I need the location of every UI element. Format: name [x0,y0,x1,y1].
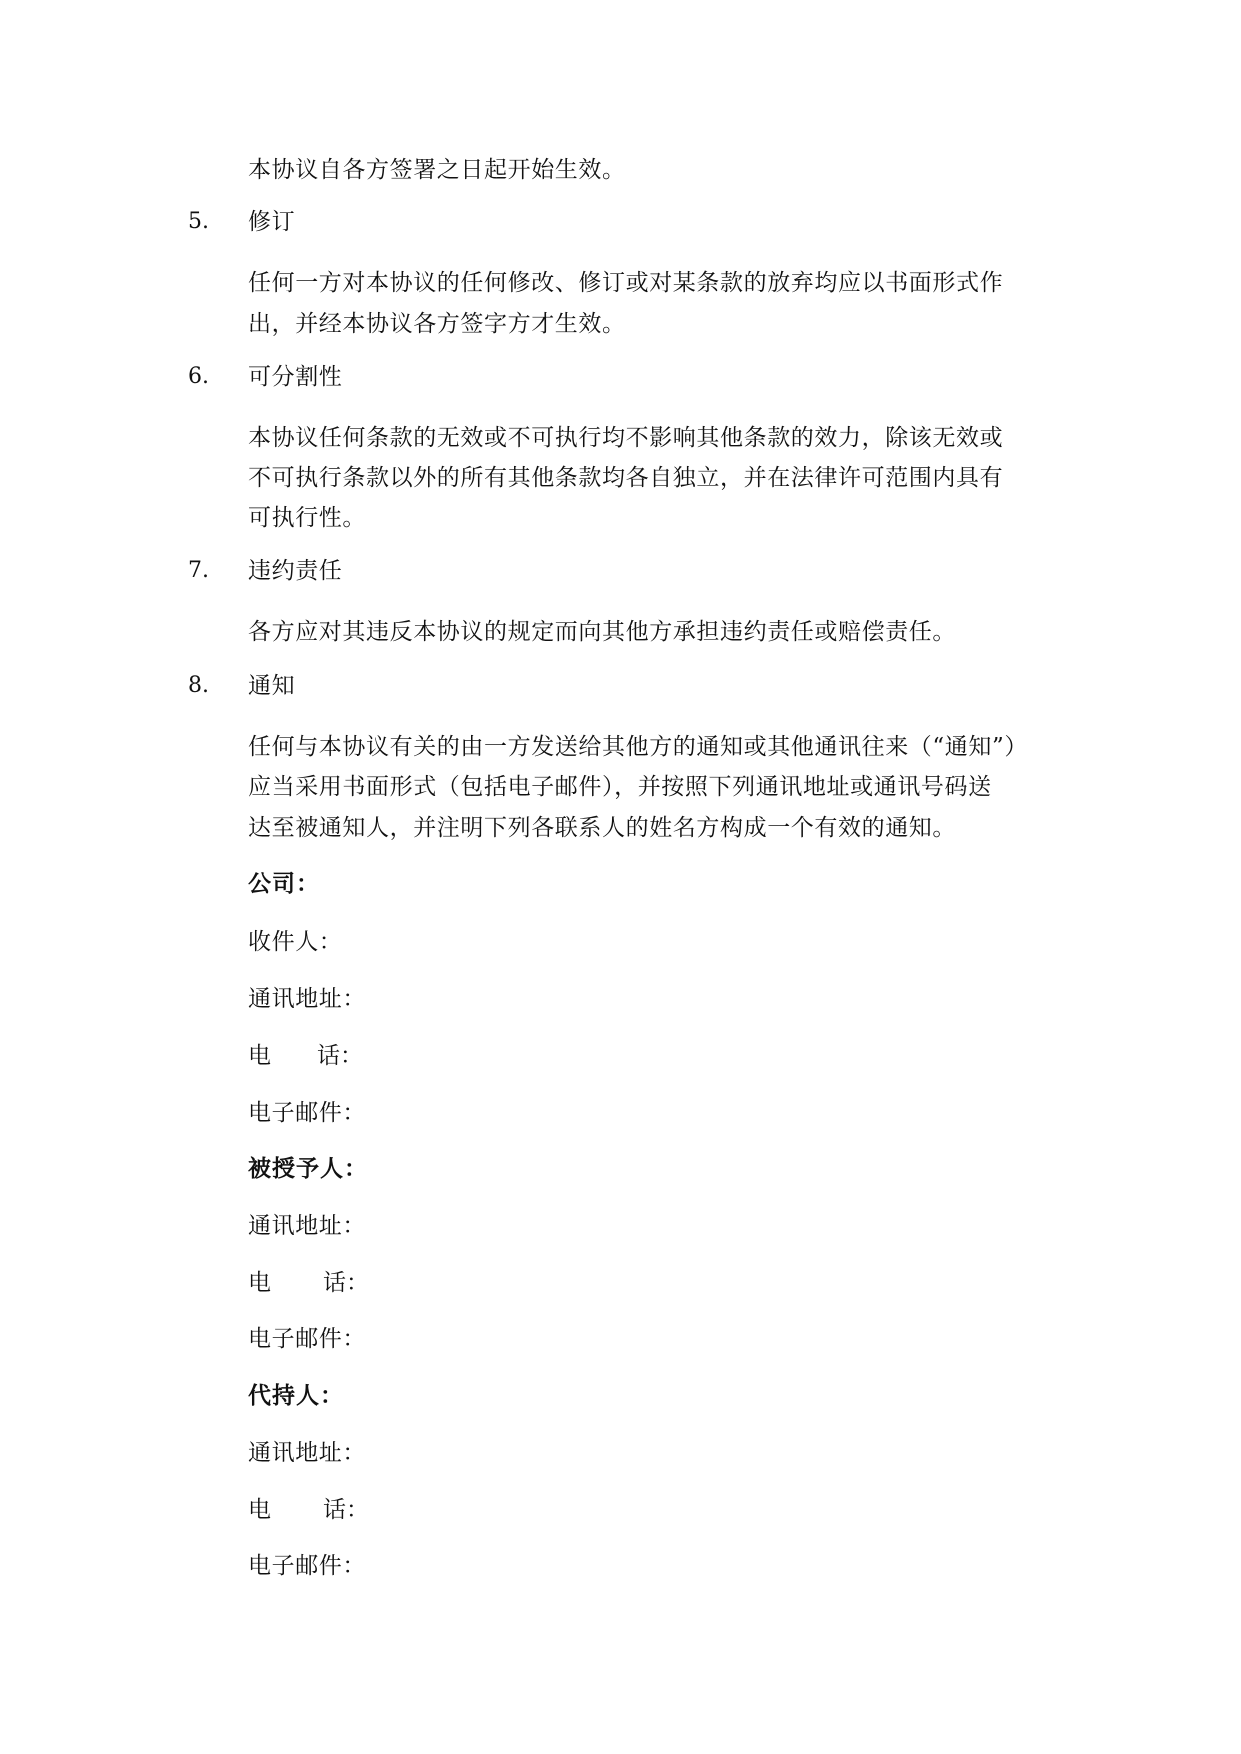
grantee-email-label: 电子邮件： [248,1326,366,1352]
section-5-line-2: 出，并经本协议各方签字方才生效。 [248,311,626,337]
company-address-label: 通讯地址： [248,986,366,1012]
nominee-email-label: 电子邮件： [248,1553,366,1579]
section-7-number: 7. [188,558,209,583]
nominee-phone-char-1: 电 [248,1497,271,1523]
company-phone-char-2: 话： [317,1043,363,1069]
nominee-phone-char-2: 话： [323,1497,369,1523]
grantee-address-label: 通讯地址： [248,1213,366,1239]
company-email-label: 电子邮件： [248,1100,366,1126]
section-6-title: 可分割性 [248,364,343,390]
effective-clause: 本协议自各方签署之日起开始生效。 [248,157,626,183]
company-phone-label [248,1042,363,1070]
section-6-number: 6. [188,364,209,389]
section-5-number: 5. [188,209,209,234]
grantee-phone-label [248,1269,369,1297]
company-recipient-label: 收件人： [248,929,343,955]
section-8-line-1: 任何与本协议有关的由一方发送给其他方的通知或其他通讯往来（“通知”） [248,734,1028,760]
section-6-line-2: 不可执行条款以外的所有其他条款均各自独立，并在法律许可范围内具有 [248,465,1004,491]
grantee-phone-char-2: 话： [323,1270,369,1296]
grantee-heading: 被授予人： [248,1155,368,1182]
section-8-number: 8. [188,673,209,698]
section-5-title: 修订 [248,209,296,235]
section-7-line-1: 各方应对其违反本协议的规定而向其他方承担违约责任或赔偿责任。 [248,619,956,645]
section-6-line-1: 本协议任何条款的无效或不可执行均不影响其他条款的效力，除该无效或 [248,425,1004,451]
nominee-heading: 代持人： [248,1382,344,1409]
section-8-line-3: 达至被通知人，并注明下列各联系人的姓名方构成一个有效的通知。 [248,815,956,841]
section-6-line-3: 可执行性。 [248,505,366,531]
section-5-line-1: 任何一方对本协议的任何修改、修订或对某条款的放弃均应以书面形式作 [248,270,1004,296]
section-7-title: 违约责任 [248,558,343,584]
nominee-address-label: 通讯地址： [248,1440,366,1466]
grantee-phone-char-1: 电 [248,1270,271,1296]
section-8-line-2: 应当采用书面形式（包括电子邮件），并按照下列通讯地址或通讯号码送 [248,774,992,800]
nominee-phone-label [248,1496,369,1524]
company-heading: 公司： [248,870,320,897]
section-8-title: 通知 [248,673,296,699]
company-phone-char-1: 电 [248,1043,271,1069]
